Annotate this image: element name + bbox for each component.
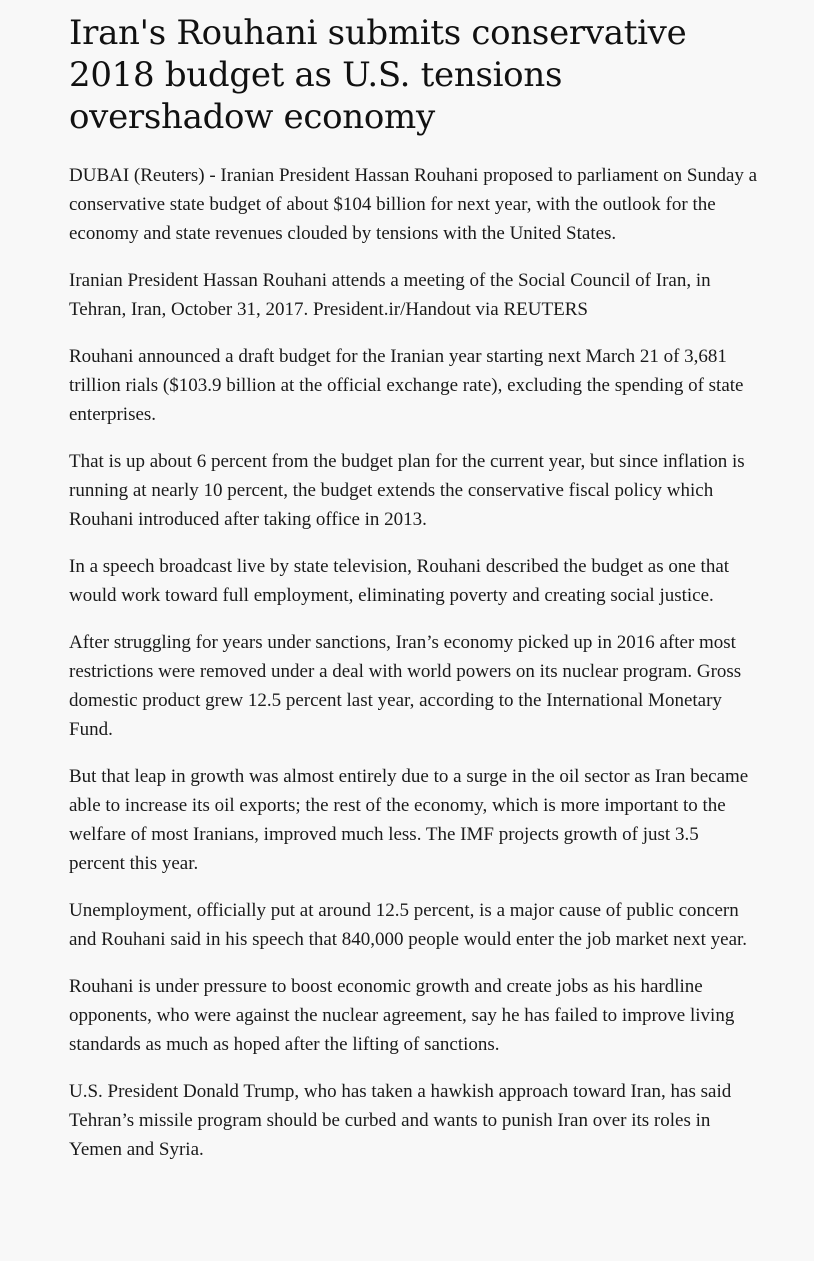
article-paragraph: U.S. President Donald Trump, who has taken a hawkish approach toward Iran, has said Tehran’s missile program should be curbed and wants to punish Iran over its roles in Yemen and Syria. [69,1081,732,1160]
article-paragraph: Rouhani is under pressure to boost economic growth and create jobs as his hardline opponents, who were against the nuclear agreement, say he has failed to improve living standards as much as hoped after the lifting of sanctions. [69,976,735,1055]
article-paragraph: After struggling for years under sanctions, Iran’s economy picked up in 2016 after most restrictions were removed under a deal with world powers on its nuclear program. Gross domestic product grew 12.5 percent last year, according to the International Monetary Fund. [69,632,742,740]
article [69,12,759,1182]
article-headline: Iran's Rouhani submits conservative 2018 budget as U.S. tensions overshadow economy [69,13,687,137]
article-paragraph-dateline: DUBAI (Reuters) - Iranian President Hassan Rouhani proposed to parliament on Sunday a conservative state budget of about $104 billion for next year, with the outlook for the economy and state revenues clouded by tensions with the United States. [69,165,758,244]
article-paragraph: Rouhani announced a draft budget for the Iranian year starting next March 21 of 3,681 trillion rials ($103.9 billion at the official exchange rate), excluding the spending of state enterprises. [69,346,744,425]
article-paragraph-photo-caption: Iranian President Hassan Rouhani attends a meeting of the Social Council of Iran, in Tehran, Iran, October 31, 2017. President.ir/Handout via REUTERS [69,270,711,320]
article-paragraph: In a speech broadcast live by state television, Rouhani described the budget as one that would work toward full employment, eliminating poverty and creating social justice. [69,556,730,606]
article-paragraph: Unemployment, officially put at around 12.5 percent, is a major cause of public concern and Rouhani said in his speech that 840,000 people would enter the job market next year. [69,900,748,950]
article-paragraph: That is up about 6 percent from the budget plan for the current year, but since inflation is running at nearly 10 percent, the budget extends the conservative fiscal policy which Rouhani introduced after taking office in 2013. [69,451,745,530]
article-paragraph: But that leap in growth was almost entirely due to a surge in the oil sector as Iran became able to increase its oil exports; the rest of the economy, which is more important to the welfare of most Iranians, improved much less. The IMF projects growth of just 3.5 percent this year. [69,766,749,874]
